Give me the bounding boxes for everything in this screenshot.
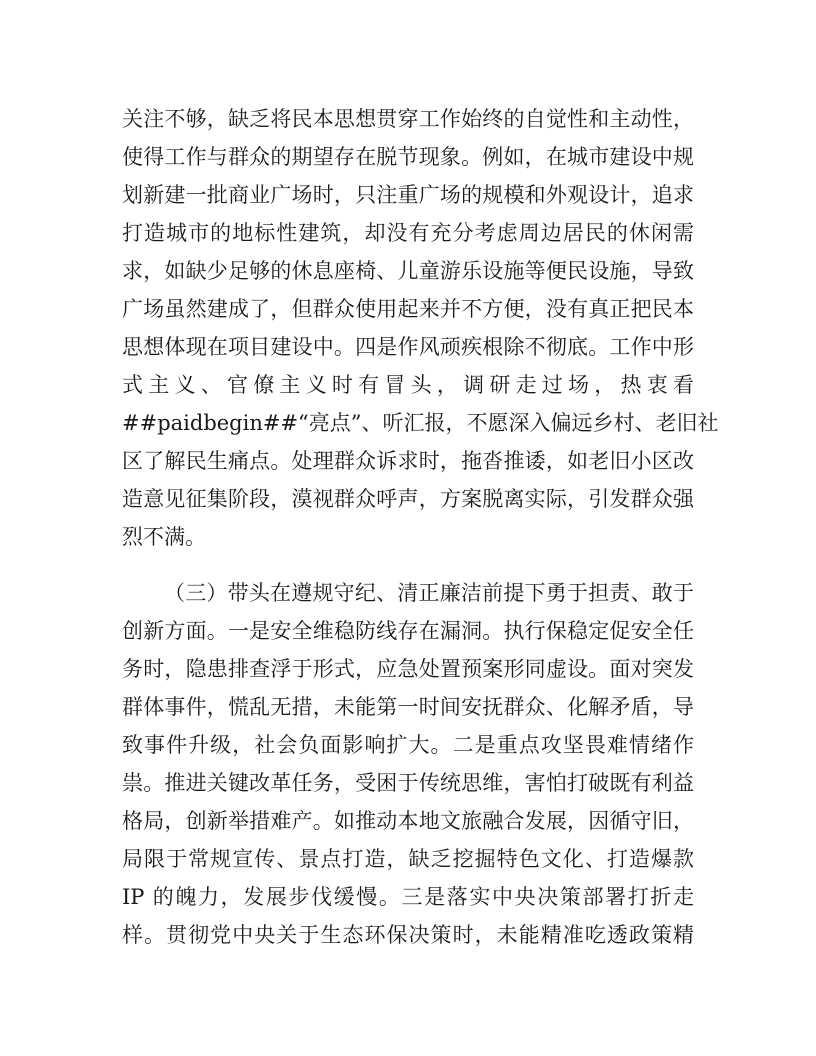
paragraph-2-line-1: （三）带头在遵规守纪、清正廉洁前提下勇于担责、敢于 [164,581,694,605]
paragraph-1-line-12: 烈不满。 [122,525,206,549]
paragraph-2-line-8: 局限于常规宣传、景点打造，缺乏挖掘特色文化、打造爆款 [122,847,694,871]
paragraph-1-line-2: 使得工作与群众的期望存在脱节现象。例如，在城市建设中规 [122,145,694,169]
paragraph-2-line-7: 格局，创新举措难产。如推动本地文旅融合发展，因循守旧， [122,809,694,833]
paragraph-1-line-9: ##paidbegin##“亮点”、听汇报，不愿深入偏远乡村、老旧社 [122,411,719,435]
paragraph-2-line-2: 创新方面。一是安全维稳防线存在漏洞。执行保稳定促安全任 [122,619,694,643]
paragraph-1-line-8: 式主义、官僚主义时有冒头，调研走过场，热衷看 [122,373,694,397]
paragraph-1-line-7: 思想体现在项目建设中。四是作风顽疾根除不彻底。工作中形 [122,335,694,359]
paragraph-1-line-11: 造意见征集阶段，漠视群众呼声，方案脱离实际，引发群众强 [122,487,694,511]
paragraph-2-line-4: 群体事件，慌乱无措，未能第一时间安抚群众、化解矛盾，导 [122,695,694,719]
paragraph-1-line-5: 求，如缺少足够的休息座椅、儿童游乐设施等便民设施，导致 [122,259,694,283]
paragraph-1-line-3: 划新建一批商业广场时，只注重广场的规模和外观设计，追求 [122,183,694,207]
paragraph-2-line-9: IP 的魄力，发展步伐缓慢。三是落实中央决策部署打折走 [122,885,694,909]
paragraph-2-line-10: 样。贯彻党中央关于生态环保决策时，未能精准吃透政策精 [122,923,694,947]
paragraph-1-line-10: 区了解民生痛点。处理群众诉求时，拖沓推诿，如老旧小区改 [122,449,694,473]
paragraph-2-line-6: 祟。推进关键改革任务，受困于传统思维，害怕打破既有利益 [122,771,694,795]
paragraph-2-line-3: 务时，隐患排查浮于形式，应急处置预案形同虚设。面对突发 [122,657,694,681]
paragraph-1-line-4: 打造城市的地标性建筑，却没有充分考虑周边居民的休闲需 [122,221,694,245]
paragraph-1-line-6: 广场虽然建成了，但群众使用起来并不方便，没有真正把民本 [122,297,694,321]
paragraph-2-line-5: 致事件升级，社会负面影响扩大。二是重点攻坚畏难情绪作 [122,733,694,757]
paragraph-1-line-1: 关注不够，缺乏将民本思想贯穿工作始终的自觉性和主动性， [122,107,694,131]
